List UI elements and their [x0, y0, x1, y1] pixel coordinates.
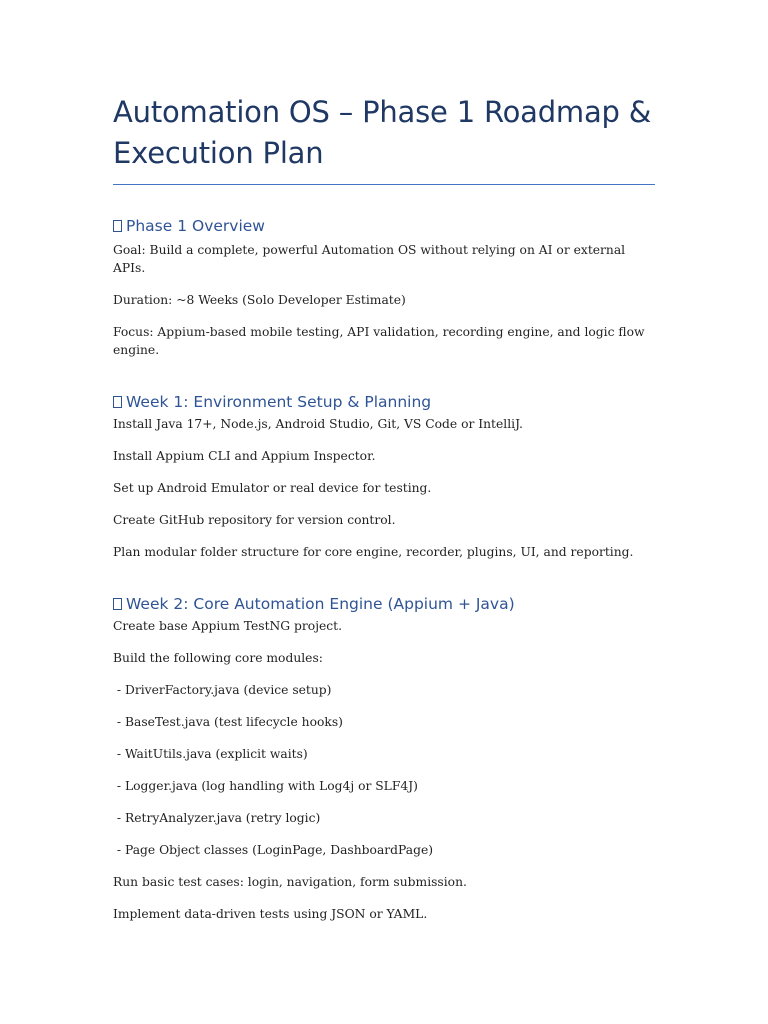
- bullet-item: - Logger.java (log handling with Log4j or SLF4J): [113, 779, 418, 793]
- paragraph-goal: Goal: Build a complete, powerful Automation OS without relying on AI or external APIs.: [113, 243, 626, 275]
- section-heading-text: Week 2: Core Automation Engine (Appium + Java): [126, 595, 515, 613]
- paragraph-item: Set up Android Emulator or real device for testing.: [113, 481, 432, 495]
- section-heading-phase-1-overview: [113, 215, 655, 237]
- paragraph-item: Run basic test cases: login, navigation, form submission.: [113, 875, 467, 889]
- missing-glyph-icon: [113, 220, 122, 232]
- section-heading-week-1: [113, 391, 655, 413]
- title-underline: [113, 184, 655, 185]
- bullet-item: - Page Object classes (LoginPage, DashboardPage): [113, 843, 434, 857]
- paragraph-item: Plan modular folder structure for core engine, recorder, plugins, UI, and reporting.: [113, 545, 634, 559]
- section-heading-text: Week 1: Environment Setup & Planning: [126, 393, 432, 411]
- bullet-item: - BaseTest.java (test lifecycle hooks): [113, 715, 343, 729]
- paragraph-item: Install Appium CLI and Appium Inspector.: [113, 449, 376, 463]
- paragraph-item: Build the following core modules:: [113, 651, 323, 665]
- paragraph-item: Create GitHub repository for version control.: [113, 513, 396, 527]
- section-heading-text: Phase 1 Overview: [126, 217, 265, 235]
- document-title: Automation OS – Phase 1 Roadmap & Execution Plan: [113, 95, 652, 170]
- missing-glyph-icon: [113, 396, 122, 408]
- paragraph-focus: Focus: Appium-based mobile testing, API validation, recording engine, and logic flow engine.: [113, 325, 645, 357]
- bullet-item: - WaitUtils.java (explicit waits): [113, 747, 308, 761]
- bullet-item: - DriverFactory.java (device setup): [113, 683, 332, 697]
- paragraph-item: Implement data-driven tests using JSON or YAML.: [113, 907, 428, 921]
- paragraph-item: Install Java 17+, Node.js, Android Studio, Git, VS Code or IntelliJ.: [113, 417, 523, 431]
- bullet-item: - RetryAnalyzer.java (retry logic): [113, 811, 321, 825]
- missing-glyph-icon: [113, 598, 122, 610]
- paragraph-item: Create base Appium TestNG project.: [113, 619, 343, 633]
- document-page: [113, 92, 655, 923]
- paragraph-duration: Duration: ~8 Weeks (Solo Developer Estimate): [113, 293, 406, 307]
- section-heading-week-2: [113, 593, 655, 615]
